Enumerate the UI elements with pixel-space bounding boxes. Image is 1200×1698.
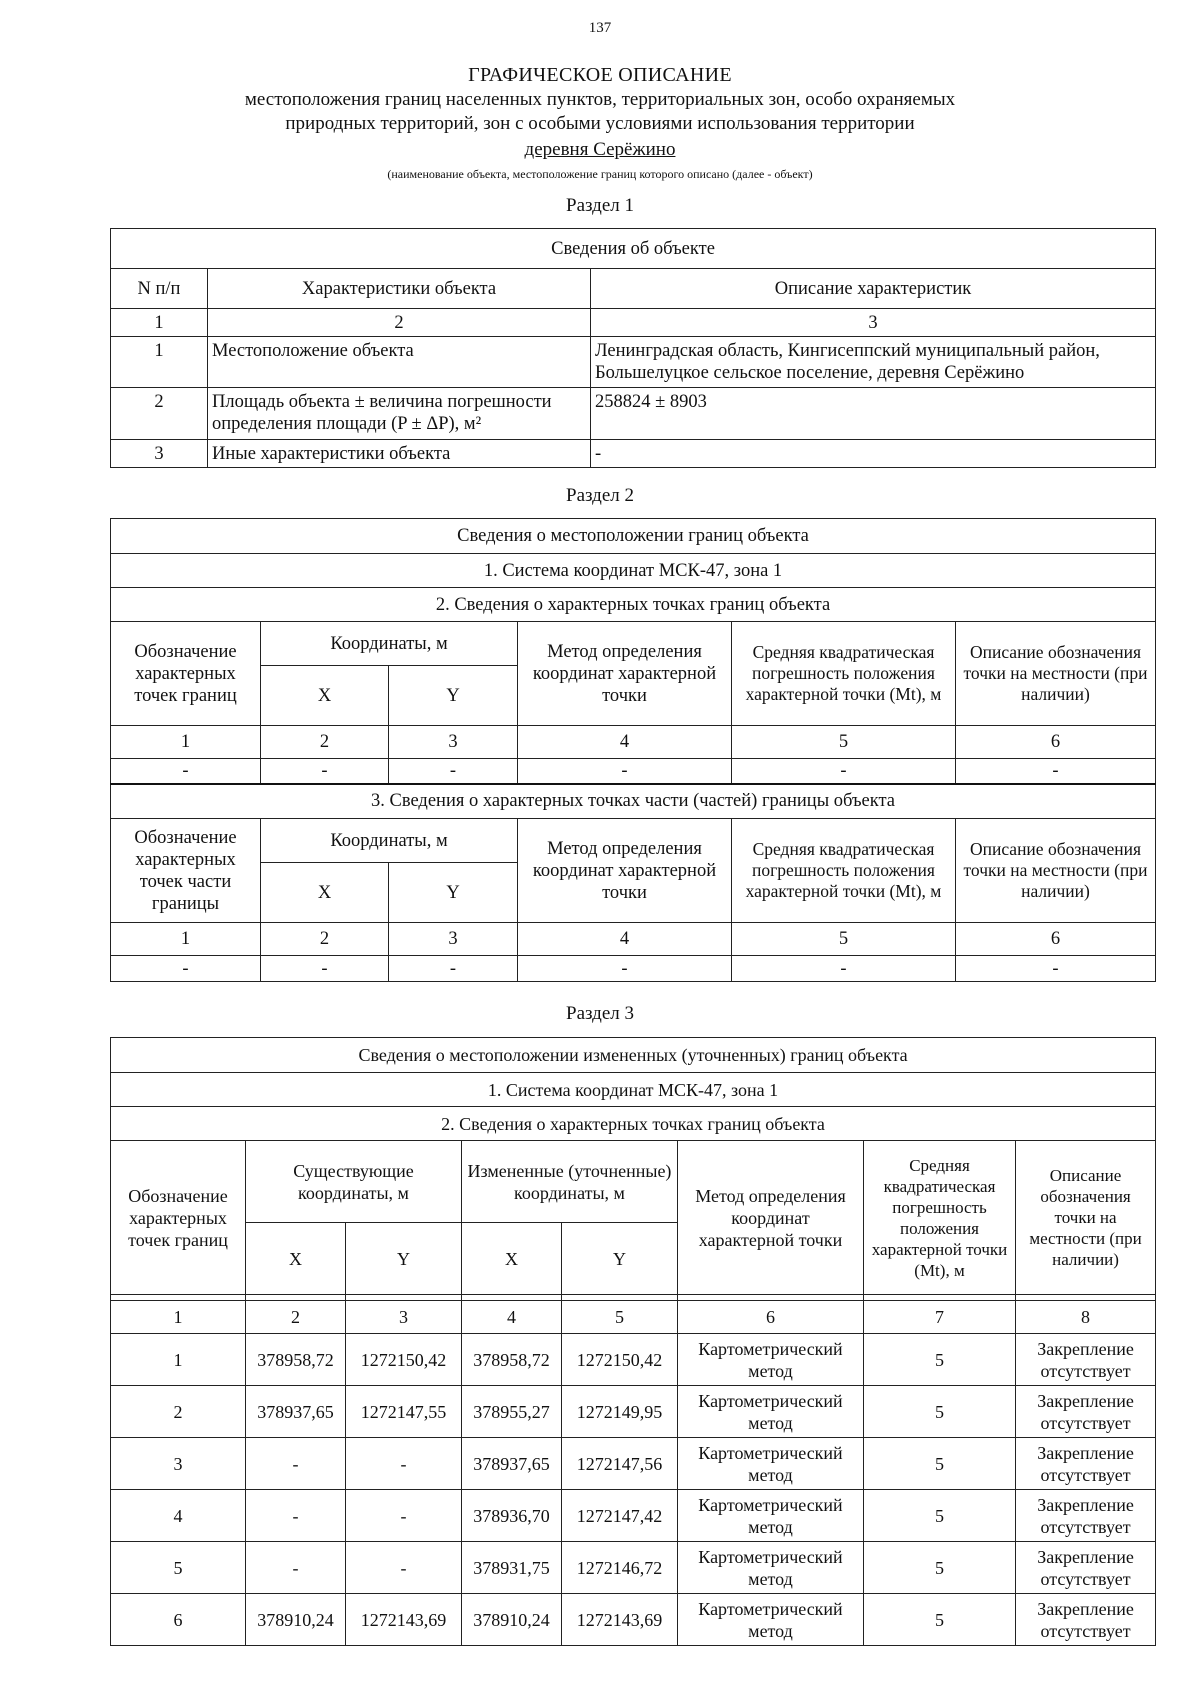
header-changed-y: Y <box>562 1223 678 1295</box>
row-number: 2 <box>111 388 208 440</box>
point-id: 6 <box>111 1594 246 1646</box>
header-method: Метод определения координат характерной точки <box>518 622 732 726</box>
header-description: Описание обозначения точки на местности (при наличии) <box>956 819 1156 923</box>
section-1-label: Раздел 1 <box>566 195 634 216</box>
coord-system: 1. Система координат МСК-47, зона 1 <box>111 554 1156 588</box>
column-number: 2 <box>208 309 591 337</box>
existing-x: 378910,24 <box>246 1594 346 1646</box>
column-number-row <box>111 1301 1156 1334</box>
characteristic-value: - <box>591 440 1156 468</box>
table-title: Сведения об объекте <box>111 229 1156 269</box>
header-designation-parts: Обозначение характерных точек части границы <box>111 819 261 923</box>
boundary-location-table <box>110 518 1156 982</box>
method: Картометрический метод <box>678 1386 864 1438</box>
column-number: 6 <box>678 1301 864 1334</box>
point-id: 1 <box>111 1334 246 1386</box>
column-number: 3 <box>389 923 518 956</box>
table-title-row <box>111 229 1156 269</box>
column-number: 1 <box>111 726 261 759</box>
table-title: Сведения о местоположении границ объекта <box>111 519 1156 554</box>
header-x: X <box>261 863 389 923</box>
section-3-label: Раздел 3 <box>566 1003 634 1024</box>
table-header-row <box>111 622 1156 666</box>
empty-cell: - <box>389 759 518 784</box>
coord-system-row <box>111 554 1156 588</box>
description: Закрепление отсутствует <box>1016 1594 1156 1646</box>
changed-boundary-table <box>110 1037 1156 1646</box>
empty-cell: - <box>111 759 261 784</box>
table-title-row <box>111 519 1156 554</box>
column-number: 4 <box>462 1301 562 1334</box>
point-id: 2 <box>111 1386 246 1438</box>
column-number: 5 <box>732 923 956 956</box>
object-info-table <box>110 228 1156 468</box>
parts-title: 3. Сведения о характерных точках части (частей) границы объекта <box>111 784 1156 819</box>
method: Картометрический метод <box>678 1438 864 1490</box>
column-number: 7 <box>864 1301 1016 1334</box>
empty-cell: - <box>111 956 261 982</box>
changed-x: 378958,72 <box>462 1334 562 1386</box>
characteristic-name: Площадь объекта ± величина погрешности определения площади (P ± ΔP), м² <box>208 388 591 440</box>
column-number-row <box>111 726 1156 759</box>
table-row <box>111 759 1156 784</box>
accuracy: 5 <box>864 1386 1016 1438</box>
changed-y: 1272150,42 <box>562 1334 678 1386</box>
empty-cell: - <box>261 759 389 784</box>
table-row <box>111 388 1156 440</box>
column-number: 2 <box>246 1301 346 1334</box>
accuracy: 5 <box>864 1594 1016 1646</box>
header-cell: Характеристики объекта <box>208 269 591 309</box>
header-cell: Описание характеристик <box>591 269 1156 309</box>
description: Закрепление отсутствует <box>1016 1490 1156 1542</box>
empty-cell: - <box>956 956 1156 982</box>
document-subtitle <box>120 88 1080 136</box>
table-row <box>111 440 1156 468</box>
existing-x: - <box>246 1438 346 1490</box>
column-number: 6 <box>956 923 1156 956</box>
header-description: Описание обозначения точки на местности (при наличии) <box>1016 1141 1156 1295</box>
changed-x: 378931,75 <box>462 1542 562 1594</box>
changed-y: 1272147,42 <box>562 1490 678 1542</box>
column-number: 5 <box>562 1301 678 1334</box>
coord-system: 1. Система координат МСК-47, зона 1 <box>111 1073 1156 1107</box>
row-number: 1 <box>111 337 208 388</box>
header-y: Y <box>389 863 518 923</box>
empty-cell: - <box>389 956 518 982</box>
existing-y: - <box>346 1490 462 1542</box>
method: Картометрический метод <box>678 1490 864 1542</box>
table-row <box>111 1334 1156 1386</box>
document-title: ГРАФИЧЕСКОЕ ОПИСАНИЕ <box>468 64 732 86</box>
points-title: 2. Сведения о характерных точках границ объекта <box>111 588 1156 622</box>
header-existing-x: X <box>246 1223 346 1295</box>
empty-cell: - <box>261 956 389 982</box>
method: Картометрический метод <box>678 1594 864 1646</box>
column-number-row <box>111 309 1156 337</box>
accuracy: 5 <box>864 1490 1016 1542</box>
header-accuracy: Средняя квадратическая погрешность положения характерной точки (Mt), м <box>864 1141 1016 1295</box>
existing-y: 1272143,69 <box>346 1594 462 1646</box>
changed-x: 378910,24 <box>462 1594 562 1646</box>
column-number: 6 <box>956 726 1156 759</box>
accuracy: 5 <box>864 1438 1016 1490</box>
subsection-title-row <box>111 1107 1156 1141</box>
characteristic-value: Ленинградская область, Кингисеппский муниципальный район, Большелуцкое сельское поселение, деревня Серёжино <box>591 337 1156 388</box>
column-number: 1 <box>111 1301 246 1334</box>
empty-cell: - <box>732 759 956 784</box>
table-row <box>111 1594 1156 1646</box>
characteristic-name: Иные характеристики объекта <box>208 440 591 468</box>
description: Закрепление отсутствует <box>1016 1386 1156 1438</box>
accuracy: 5 <box>864 1542 1016 1594</box>
changed-y: 1272149,95 <box>562 1386 678 1438</box>
header-accuracy: Средняя квадратическая погрешность положения характерной точки (Mt), м <box>732 819 956 923</box>
header-cell: N п/п <box>111 269 208 309</box>
header-description: Описание обозначения точки на местности (при наличии) <box>956 622 1156 726</box>
column-number: 1 <box>111 923 261 956</box>
changed-y: 1272146,72 <box>562 1542 678 1594</box>
table-header-row <box>111 269 1156 309</box>
table-header-row <box>111 819 1156 863</box>
column-number: 3 <box>591 309 1156 337</box>
column-number-row <box>111 923 1156 956</box>
header-designation: Обозначение характерных точек границ <box>111 622 261 726</box>
method: Картометрический метод <box>678 1334 864 1386</box>
column-number: 1 <box>111 309 208 337</box>
changed-x: 378955,27 <box>462 1386 562 1438</box>
object-name <box>0 139 1200 161</box>
changed-x: 378936,70 <box>462 1490 562 1542</box>
changed-y: 1272147,56 <box>562 1438 678 1490</box>
column-number: 3 <box>389 726 518 759</box>
header-coordinates: Координаты, м <box>261 622 518 666</box>
column-number: 8 <box>1016 1301 1156 1334</box>
subsection-title-row <box>111 588 1156 622</box>
table-title-row <box>111 1038 1156 1073</box>
header-designation: Обозначение характерных точек границ <box>111 1141 246 1295</box>
row-number: 3 <box>111 440 208 468</box>
coord-system-row <box>111 1073 1156 1107</box>
header-coordinates: Координаты, м <box>261 819 518 863</box>
table-row <box>111 1438 1156 1490</box>
changed-x: 378937,65 <box>462 1438 562 1490</box>
point-id: 3 <box>111 1438 246 1490</box>
empty-cell: - <box>518 956 732 982</box>
method: Картометрический метод <box>678 1542 864 1594</box>
column-number: 2 <box>261 726 389 759</box>
empty-cell: - <box>732 956 956 982</box>
header-y: Y <box>389 666 518 726</box>
empty-cell: - <box>518 759 732 784</box>
table-row <box>111 1386 1156 1438</box>
point-id: 4 <box>111 1490 246 1542</box>
subtitle-line-1: местоположения границ населенных пунктов, территориальных зон, особо охраняемых <box>244 89 956 110</box>
empty-cell: - <box>956 759 1156 784</box>
subsection-title-row <box>111 784 1156 819</box>
header-changed-coordinates: Измененные (уточненные) координаты, м <box>462 1141 678 1223</box>
header-method: Метод определения координат характерной точки <box>678 1141 864 1295</box>
column-number: 4 <box>518 726 732 759</box>
subtitle-line-2: природных территорий, зон с особыми условиями использования территории <box>285 113 915 134</box>
characteristic-name: Местоположение объекта <box>208 337 591 388</box>
existing-y: - <box>346 1438 462 1490</box>
column-number: 5 <box>732 726 956 759</box>
column-number: 2 <box>261 923 389 956</box>
existing-x: - <box>246 1542 346 1594</box>
changed-y: 1272143,69 <box>562 1594 678 1646</box>
header-accuracy: Средняя квадратическая погрешность положения характерной точки (Mt), м <box>732 622 956 726</box>
characteristic-value: 258824 ± 8903 <box>591 388 1156 440</box>
column-number: 3 <box>346 1301 462 1334</box>
existing-y: 1272147,55 <box>346 1386 462 1438</box>
header-existing-coordinates: Существующие координаты, м <box>246 1141 462 1223</box>
header-existing-y: Y <box>346 1223 462 1295</box>
table-title: Сведения о местоположении измененных (уточненных) границ объекта <box>111 1038 1156 1073</box>
page-number: 137 <box>588 20 612 36</box>
object-name-note: (наименование объекта, местоположение границ которого описано (далее - объект) <box>387 167 813 181</box>
existing-y: 1272150,42 <box>346 1334 462 1386</box>
table-row <box>111 1490 1156 1542</box>
header-method: Метод определения координат характерной точки <box>518 819 732 923</box>
point-id: 5 <box>111 1542 246 1594</box>
existing-x: - <box>246 1490 346 1542</box>
accuracy: 5 <box>864 1334 1016 1386</box>
existing-x: 378937,65 <box>246 1386 346 1438</box>
table-row <box>111 1542 1156 1594</box>
description: Закрепление отсутствует <box>1016 1542 1156 1594</box>
header-x: X <box>261 666 389 726</box>
existing-y: - <box>346 1542 462 1594</box>
column-number: 4 <box>518 923 732 956</box>
points-title: 2. Сведения о характерных точках границ объекта <box>111 1107 1156 1141</box>
object-name-text: деревня Серёжино <box>524 139 676 160</box>
table-row <box>111 337 1156 388</box>
table-header-row <box>111 1141 1156 1223</box>
existing-x: 378958,72 <box>246 1334 346 1386</box>
description: Закрепление отсутствует <box>1016 1438 1156 1490</box>
section-2-label: Раздел 2 <box>566 485 634 506</box>
header-changed-x: X <box>462 1223 562 1295</box>
description: Закрепление отсутствует <box>1016 1334 1156 1386</box>
table-row <box>111 956 1156 982</box>
